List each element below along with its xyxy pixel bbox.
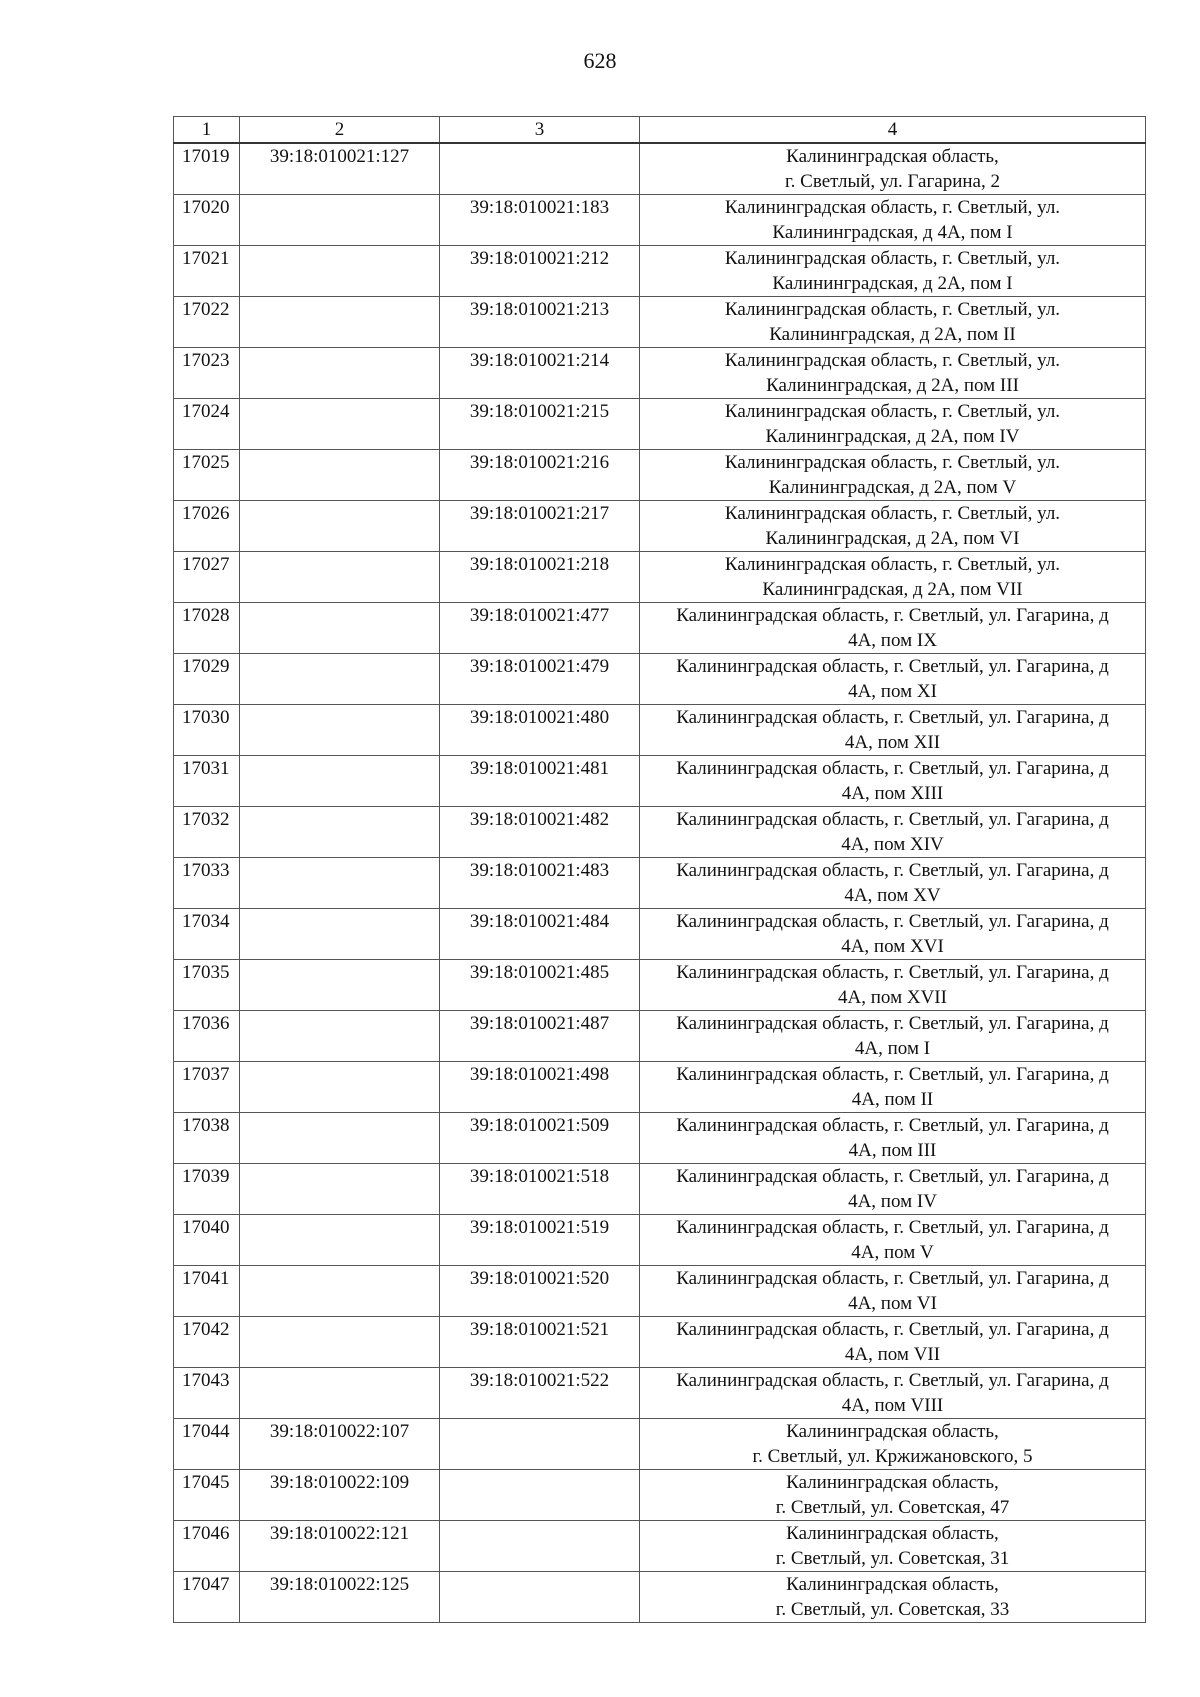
address-cell: [640, 246, 1146, 297]
address-line-1: Калининградская область, г. Светлый, ул. Гагарина, д: [676, 809, 1109, 830]
address-line-1: Калининградская область, г. Светлый, ул.: [724, 401, 1061, 422]
row-number: 17029: [174, 654, 240, 705]
address-line-2: 4А, пом XIII: [841, 783, 944, 804]
address-line-2: 4А, пом XVII: [838, 987, 947, 1008]
cadastral-number-parcel: [240, 1317, 440, 1368]
cadastral-number-premises: 39:18:010021:485: [440, 960, 640, 1011]
address-line-2: 4А, пом XI: [848, 681, 937, 702]
address-line-2: Калининградская, д 2А, пом I: [772, 273, 1013, 294]
table-row: [174, 143, 1146, 195]
address-line-2: Калининградская, д 2А, пом VII: [762, 579, 1023, 600]
address-cell: [640, 705, 1146, 756]
address-cell: [640, 297, 1146, 348]
cadastral-number-parcel: 39:18:010022:125: [240, 1572, 440, 1623]
address-line-2: 4А, пом IV: [848, 1191, 937, 1212]
address-line-1: Калининградская область, г. Светлый, ул. Гагарина, д: [676, 1268, 1109, 1289]
table-row: [174, 1368, 1146, 1419]
address-cell: [640, 858, 1146, 909]
address-cell: [640, 1011, 1146, 1062]
cadastral-number-premises: [440, 1572, 640, 1623]
address-cell: [640, 1470, 1146, 1521]
address-line-1: Калининградская область, г. Светлый, ул. Гагарина, д: [676, 1013, 1109, 1034]
cadastral-number-premises: 39:18:010021:480: [440, 705, 640, 756]
row-number: 17035: [174, 960, 240, 1011]
address-line-2: 4А, пом XV: [844, 885, 941, 906]
table-row: [174, 603, 1146, 654]
cadastral-number-premises: 39:18:010021:522: [440, 1368, 640, 1419]
address-cell: [640, 960, 1146, 1011]
table-row: [174, 705, 1146, 756]
address-cell: [640, 654, 1146, 705]
row-number: 17038: [174, 1113, 240, 1164]
table-row: [174, 246, 1146, 297]
cadastral-number-parcel: [240, 654, 440, 705]
address-line-1: Калининградская область, г. Светлый, ул. Гагарина, д: [676, 962, 1109, 983]
cadastral-number-parcel: [240, 960, 440, 1011]
cadastral-number-premises: 39:18:010021:484: [440, 909, 640, 960]
address-line-2: Калининградская, д 2А, пом III: [766, 375, 1019, 396]
address-line-2: 4А, пом XII: [844, 732, 941, 753]
cadastral-number-premises: 39:18:010021:518: [440, 1164, 640, 1215]
header-col-2: 2: [240, 117, 440, 144]
cadastral-number-premises: 39:18:010021:212: [440, 246, 640, 297]
address-line-2: 4А, пом III: [848, 1140, 937, 1161]
address-line-2: Калининградская, д 4А, пом I: [772, 222, 1013, 243]
row-number: 17022: [174, 297, 240, 348]
header-row: [174, 117, 1146, 144]
row-number: 17030: [174, 705, 240, 756]
address-cell: [640, 909, 1146, 960]
cadastral-number-parcel: 39:18:010022:107: [240, 1419, 440, 1470]
cadastral-number-premises: 39:18:010021:477: [440, 603, 640, 654]
row-number: 17019: [174, 143, 240, 195]
header-col-1: 1: [174, 117, 240, 144]
row-number: 17024: [174, 399, 240, 450]
table-header: [174, 117, 1146, 144]
cadastral-number-premises: 39:18:010021:481: [440, 756, 640, 807]
address-line-2: г. Светлый, ул. Советская, 47: [775, 1497, 1010, 1518]
address-line-2: 4А, пом XVI: [841, 936, 944, 957]
address-cell: [640, 501, 1146, 552]
address-cell: [640, 195, 1146, 246]
cadastral-number-premises: 39:18:010021:215: [440, 399, 640, 450]
cadastral-number-parcel: 39:18:010022:109: [240, 1470, 440, 1521]
cadastral-number-parcel: [240, 807, 440, 858]
table-row: [174, 960, 1146, 1011]
table-row: [174, 807, 1146, 858]
cadastral-number-premises: [440, 1470, 640, 1521]
address-line-2: г. Светлый, ул. Советская, 33: [775, 1599, 1010, 1620]
cadastral-number-premises: 39:18:010021:519: [440, 1215, 640, 1266]
table-row: [174, 501, 1146, 552]
address-line-2: 4А, пом V: [851, 1242, 934, 1263]
address-line-1: Калининградская область, г. Светлый, ул. Гагарина, д: [676, 707, 1109, 728]
cadastral-number-premises: 39:18:010021:218: [440, 552, 640, 603]
address-cell: [640, 552, 1146, 603]
page-number: 628: [583, 48, 617, 73]
address-cell: [640, 450, 1146, 501]
table-row: [174, 1521, 1146, 1572]
row-number: 17046: [174, 1521, 240, 1572]
address-line-2: Калининградская, д 2А, пом V: [768, 477, 1017, 498]
cadastral-number-parcel: [240, 1011, 440, 1062]
cadastral-number-parcel: [240, 450, 440, 501]
cadastral-number-premises: 39:18:010021:521: [440, 1317, 640, 1368]
address-line-1: Калининградская область, г. Светлый, ул. Гагарина, д: [676, 656, 1109, 677]
cadastral-number-parcel: [240, 552, 440, 603]
address-cell: [640, 1368, 1146, 1419]
cadastral-number-parcel: [240, 399, 440, 450]
address-line-1: Калининградская область, г. Светлый, ул. Гагарина, д: [676, 1370, 1109, 1391]
table-row: [174, 1266, 1146, 1317]
cadastral-number-parcel: [240, 705, 440, 756]
address-cell: [640, 143, 1146, 195]
cadastral-number-premises: 39:18:010021:213: [440, 297, 640, 348]
address-line-1: Калининградская область,: [786, 146, 999, 167]
cadastral-number-parcel: [240, 348, 440, 399]
address-line-2: 4А, пом VII: [844, 1344, 941, 1365]
table-row: [174, 1011, 1146, 1062]
address-line-1: Калининградская область,: [786, 1472, 999, 1493]
row-number: 17020: [174, 195, 240, 246]
address-cell: [640, 756, 1146, 807]
address-line-1: Калининградская область, г. Светлый, ул. Гагарина, д: [676, 911, 1109, 932]
cadastral-number-premises: 39:18:010021:520: [440, 1266, 640, 1317]
address-line-2: г. Светлый, ул. Советская, 31: [775, 1548, 1010, 1569]
cadastral-number-parcel: [240, 1164, 440, 1215]
address-line-2: 4А, пом XIV: [841, 834, 944, 855]
table-row: [174, 1572, 1146, 1623]
cadastral-number-parcel: [240, 858, 440, 909]
address-cell: [640, 603, 1146, 654]
table-row: [174, 1470, 1146, 1521]
cadastral-number-parcel: [240, 1062, 440, 1113]
table-row: [174, 399, 1146, 450]
cadastral-number-parcel: [240, 501, 440, 552]
cadastral-number-parcel: [240, 1368, 440, 1419]
address-line-2: 4А, пом VI: [848, 1293, 937, 1314]
cadastral-number-parcel: [240, 246, 440, 297]
address-cell: [640, 1164, 1146, 1215]
address-cell: [640, 1419, 1146, 1470]
table-body: [174, 143, 1146, 1623]
row-number: 17026: [174, 501, 240, 552]
table-row: [174, 1317, 1146, 1368]
table-row: [174, 1062, 1146, 1113]
cadastral-number-premises: [440, 1419, 640, 1470]
cadastral-number-premises: 39:18:010021:509: [440, 1113, 640, 1164]
address-line-1: Калининградская область, г. Светлый, ул. Гагарина, д: [676, 1217, 1109, 1238]
cadastral-number-premises: 39:18:010021:214: [440, 348, 640, 399]
row-number: 17040: [174, 1215, 240, 1266]
cadastral-number-premises: 39:18:010021:498: [440, 1062, 640, 1113]
address-cell: [640, 348, 1146, 399]
address-line-1: Калининградская область, г. Светлый, ул.: [724, 197, 1061, 218]
cadastral-number-premises: 39:18:010021:479: [440, 654, 640, 705]
table-row: [174, 1113, 1146, 1164]
address-cell: [640, 1215, 1146, 1266]
cadastral-number-premises: 39:18:010021:217: [440, 501, 640, 552]
address-cell: [640, 1062, 1146, 1113]
address-line-1: Калининградская область, г. Светлый, ул.: [724, 503, 1061, 524]
address-line-1: Калининградская область, г. Светлый, ул. Гагарина, д: [676, 605, 1109, 626]
address-line-2: г. Светлый, ул. Кржижановского, 5: [752, 1446, 1033, 1467]
address-line-1: Калининградская область, г. Светлый, ул. Гагарина, д: [676, 1166, 1109, 1187]
row-number: 17047: [174, 1572, 240, 1623]
row-number: 17039: [174, 1164, 240, 1215]
address-line-2: Калининградская, д 2А, пом IV: [765, 426, 1020, 447]
row-number: 17033: [174, 858, 240, 909]
address-cell: [640, 1317, 1146, 1368]
row-number: 17037: [174, 1062, 240, 1113]
row-number: 17032: [174, 807, 240, 858]
address-cell: [640, 807, 1146, 858]
table-row: [174, 297, 1146, 348]
table-row: [174, 450, 1146, 501]
address-line-2: 4А, пом II: [851, 1089, 934, 1110]
registry-table: [173, 116, 1146, 1623]
address-line-1: Калининградская область, г. Светлый, ул.: [724, 350, 1061, 371]
address-line-1: Калининградская область, г. Светлый, ул. Гагарина, д: [676, 1064, 1109, 1085]
address-line-1: Калининградская область, г. Светлый, ул.: [724, 452, 1061, 473]
address-line-1: Калининградская область,: [786, 1574, 999, 1595]
address-line-1: Калининградская область, г. Светлый, ул. Гагарина, д: [676, 1319, 1109, 1340]
row-number: 17028: [174, 603, 240, 654]
table-row: [174, 1164, 1146, 1215]
address-line-2: 4А, пом VIII: [841, 1395, 944, 1416]
address-line-1: Калининградская область, г. Светлый, ул.: [724, 554, 1061, 575]
address-line-2: 4А, пом IX: [848, 630, 937, 651]
cadastral-number-parcel: [240, 1266, 440, 1317]
row-number: 17025: [174, 450, 240, 501]
cadastral-number-parcel: [240, 1113, 440, 1164]
address-cell: [640, 399, 1146, 450]
row-number: 17044: [174, 1419, 240, 1470]
address-line-2: г. Светлый, ул. Гагарина, 2: [785, 171, 1000, 192]
row-number: 17021: [174, 246, 240, 297]
address-line-2: Калининградская, д 2А, пом VI: [765, 528, 1020, 549]
table-row: [174, 1419, 1146, 1470]
row-number: 17031: [174, 756, 240, 807]
table-row: [174, 756, 1146, 807]
address-line-1: Калининградская область,: [786, 1421, 999, 1442]
cadastral-number-parcel: [240, 909, 440, 960]
address-line-1: Калининградская область,: [786, 1523, 999, 1544]
cadastral-number-premises: 39:18:010021:216: [440, 450, 640, 501]
cadastral-number-premises: 39:18:010021:483: [440, 858, 640, 909]
address-cell: [640, 1521, 1146, 1572]
cadastral-number-parcel: [240, 1215, 440, 1266]
row-number: 17043: [174, 1368, 240, 1419]
cadastral-number-premises: 39:18:010021:487: [440, 1011, 640, 1062]
table-row: [174, 552, 1146, 603]
cadastral-number-parcel: [240, 195, 440, 246]
address-line-2: Калининградская, д 2А, пом II: [769, 324, 1016, 345]
address-line-1: Калининградская область, г. Светлый, ул. Гагарина, д: [676, 1115, 1109, 1136]
table-row: [174, 858, 1146, 909]
table-row: [174, 1215, 1146, 1266]
header-col-3: 3: [440, 117, 640, 144]
row-number: 17036: [174, 1011, 240, 1062]
address-line-1: Калининградская область, г. Светлый, ул. Гагарина, д: [676, 860, 1109, 881]
address-line-1: Калининградская область, г. Светлый, ул.: [724, 299, 1061, 320]
cadastral-number-parcel: 39:18:010022:121: [240, 1521, 440, 1572]
table-row: [174, 348, 1146, 399]
cadastral-number-premises: 39:18:010021:183: [440, 195, 640, 246]
address-cell: [640, 1266, 1146, 1317]
address-cell: [640, 1572, 1146, 1623]
address-cell: [640, 1113, 1146, 1164]
cadastral-number-parcel: 39:18:010021:127: [240, 143, 440, 195]
cadastral-number-premises: 39:18:010021:482: [440, 807, 640, 858]
address-line-1: Калининградская область, г. Светлый, ул.: [724, 248, 1061, 269]
row-number: 17034: [174, 909, 240, 960]
cadastral-number-parcel: [240, 756, 440, 807]
cadastral-number-parcel: [240, 297, 440, 348]
address-line-2: 4А, пом I: [854, 1038, 931, 1059]
row-number: 17045: [174, 1470, 240, 1521]
table-row: [174, 195, 1146, 246]
header-col-4: 4: [640, 117, 1146, 144]
row-number: 17042: [174, 1317, 240, 1368]
row-number: 17041: [174, 1266, 240, 1317]
table-row: [174, 909, 1146, 960]
table-row: [174, 654, 1146, 705]
row-number: 17023: [174, 348, 240, 399]
row-number: 17027: [174, 552, 240, 603]
cadastral-number-parcel: [240, 603, 440, 654]
cadastral-number-premises: [440, 143, 640, 195]
cadastral-number-premises: [440, 1521, 640, 1572]
address-line-1: Калининградская область, г. Светлый, ул. Гагарина, д: [676, 758, 1109, 779]
